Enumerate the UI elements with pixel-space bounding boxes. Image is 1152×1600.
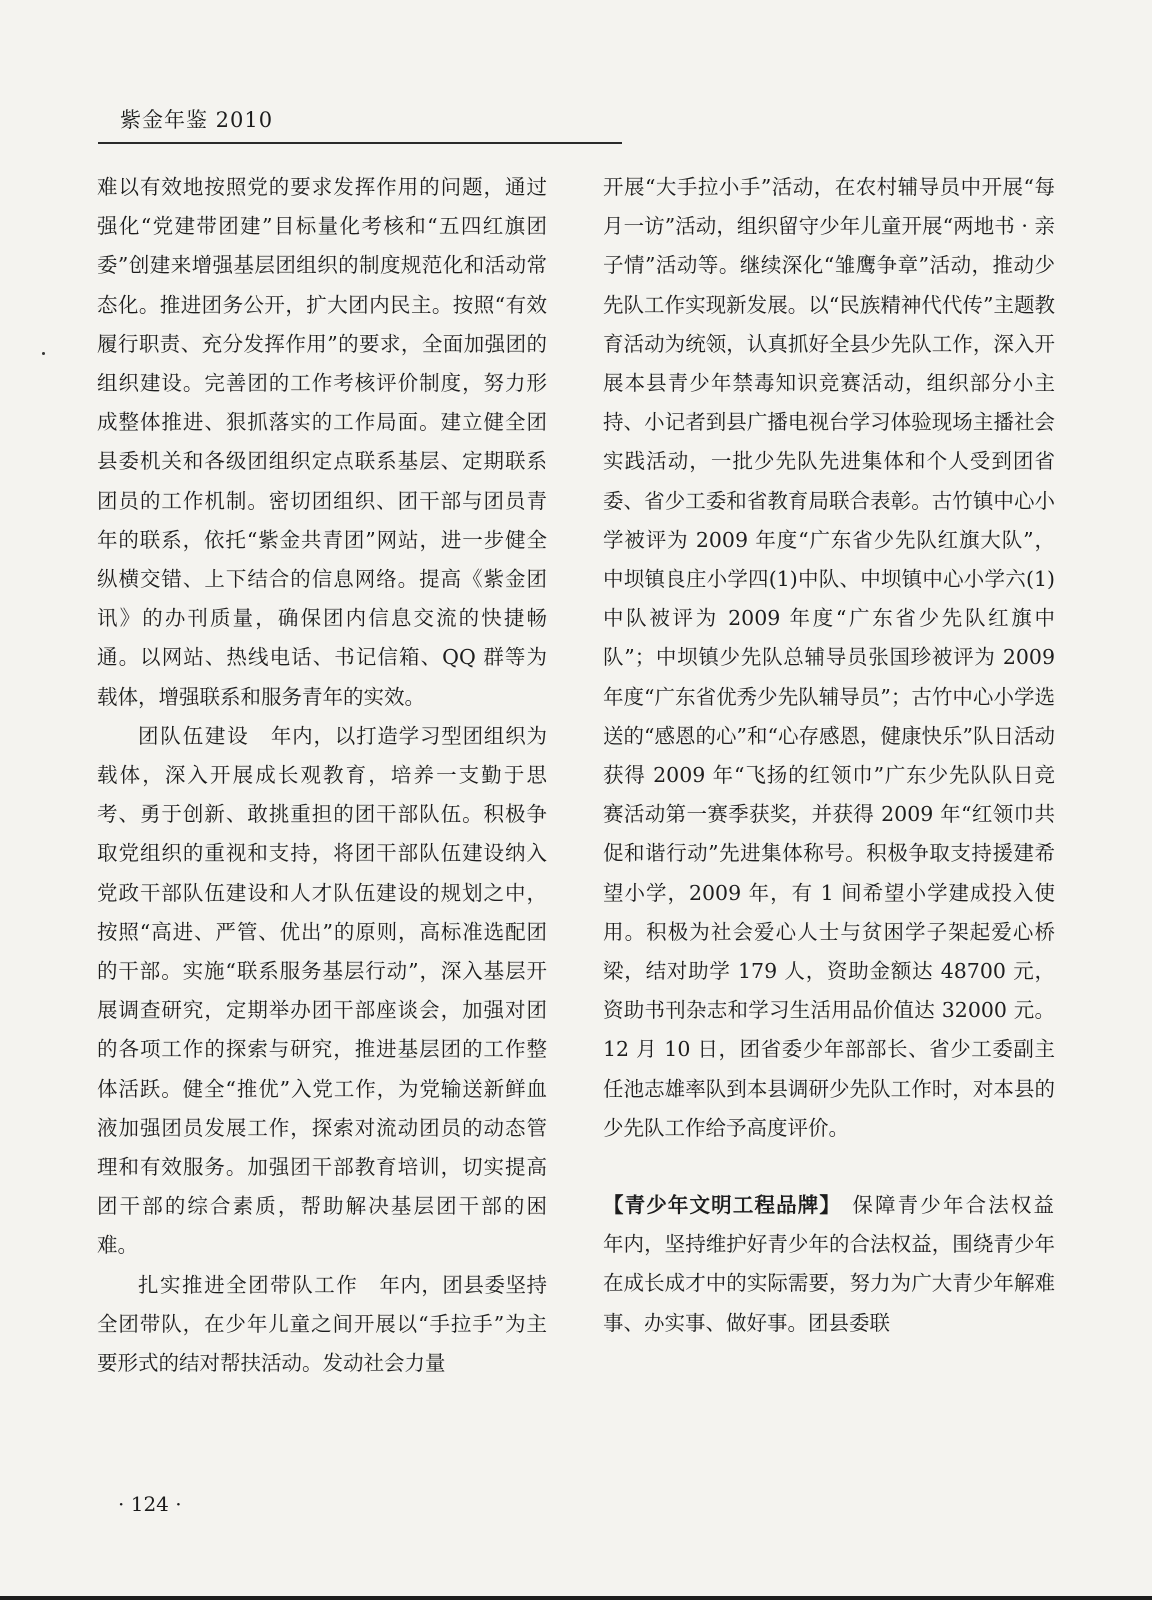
- header-rule: [98, 142, 622, 144]
- paragraph: [97, 717, 547, 1266]
- running-header: 紫金年鉴 2010: [120, 108, 274, 132]
- paragraph: 开展“大手拉小手”活动，在农村辅导员中开展“每月一访”活动，组织留守少年儿童开展“两地书 · 亲子情”活动等。继续深化“雏鹰争章”活动，推动少先队工作实现新发展。以“民族精神代代传”主题教育活动为统领，认真抓好全县少先队工作，深入开展本县青少年禁毒知识竞赛活动，组织部分小主持、小记者到县广播电视台学习体验现场主播社会实践活动，一批少先队先进集体和个人受到团省委、省少工委和省教育局联合表彰。古竹镇中心小学被评为 2009 年度“广东省少先队红旗大队”，中坝镇良庄小学四(1)中队、中坝镇中心小学六(1)中队被评为 2009 年度“广东省少先队红旗中队”；中坝镇少先队总辅导员张国珍被评为 2009 年度“广东省优秀少先队辅导员”；古竹中心小学选送的“感恩的心”和“心存感恩，健康快乐”队日活动获得 2009 年“飞扬的红领巾”广东少先队队日竞赛活动第一赛季获奖，并获得 2009 年“红领巾共促和谐行动”先进集体称号。积极争取支持援建希望小学，2009 年，有 1 间希望小学建成投入使用。积极为社会爱心人士与贫困学子架起爱心桥梁，结对助学 179 人，资助金额达 48700 元，资助书刊杂志和学习生活用品价值达 32000 元。12 月 10 日，团省委少年部部长、省少工委副主任池志雄率队到本县调研少先队工作时，对本县的少先队工作给予高度评价。: [603, 175, 1055, 1140]
- section-gap: [603, 1148, 1055, 1186]
- subheading: 保障青少年合法权益: [852, 1193, 1056, 1218]
- paragraph: [603, 1186, 1055, 1343]
- subheading: 团队伍建设: [138, 723, 250, 748]
- paragraph-text: 年内，以打造学习型团组织为载体，深入开展成长观教育，培养一支勤于思考、勇于创新、敢挑重担的团干部队伍。积极争取党组织的重视和支持，将团干部队伍建设纳入党政干部队伍建设和人才队伍建设的规划之中，按照“高进、严管、优出”的原则，高标准选配团的干部。实施“联系服务基层行动”，深入基层开展调查研究，定期举办团干部座谈会，加强对团的各项工作的探索与研究，推进基层团的工作整体活跃。健全“推优”入党工作，为党输送新鲜血液加强团员发展工作，探索对流动团员的动态管理和有效服务。加强团干部教育培训，切实提高团干部的综合素质，帮助解决基层团干部的困难。: [97, 723, 548, 1258]
- paragraph: 难以有效地按照党的要求发挥作用的问题，通过强化“党建带团建”目标量化考核和“五四红旗团委”创建来增强基层团组织的制度规范化和活动常态化。推进团务公开，扩大团内民主。按照“有效履行职责、充分发挥作用”的要求，全面加强团的组织建设。完善团的工作考核评价制度，努力形成整体推进、狠抓落实的工作局面。建立健全团县委机关和各级团组织定点联系基层、定期联系团员的工作机制。密切团组织、团干部与团员青年的联系，依托“紫金共青团”网站，进一步健全纵横交错、上下结合的信息网络。提高《紫金团讯》的办刊质量，确保团内信息交流的快捷畅通。以网站、热线电话、书记信箱、QQ 群等为载体，增强联系和服务青年的实效。: [97, 175, 547, 709]
- paragraph-text: 年内，坚持维护好青少年的合法权益，围绕青少年在成长成才中的实际需要，努力为广大青少年解难事、办实事、做好事。团县委联: [603, 1232, 1055, 1335]
- page-number: · 124 ·: [118, 1492, 182, 1516]
- subheading: 扎实推进全团带队工作: [138, 1272, 359, 1297]
- paragraph-text: 年内，团县委坚持全团带队，在少年儿童之间开展以“手拉手”为主要形式的结对帮扶活动。发动社会力量: [97, 1272, 548, 1376]
- left-column: [97, 168, 547, 1383]
- section-title: 【青少年文明工程品牌】: [603, 1193, 831, 1218]
- paragraph: [97, 1266, 547, 1384]
- scan-speck: [42, 352, 45, 355]
- scan-edge: [0, 1596, 1152, 1600]
- right-column: [603, 168, 1055, 1343]
